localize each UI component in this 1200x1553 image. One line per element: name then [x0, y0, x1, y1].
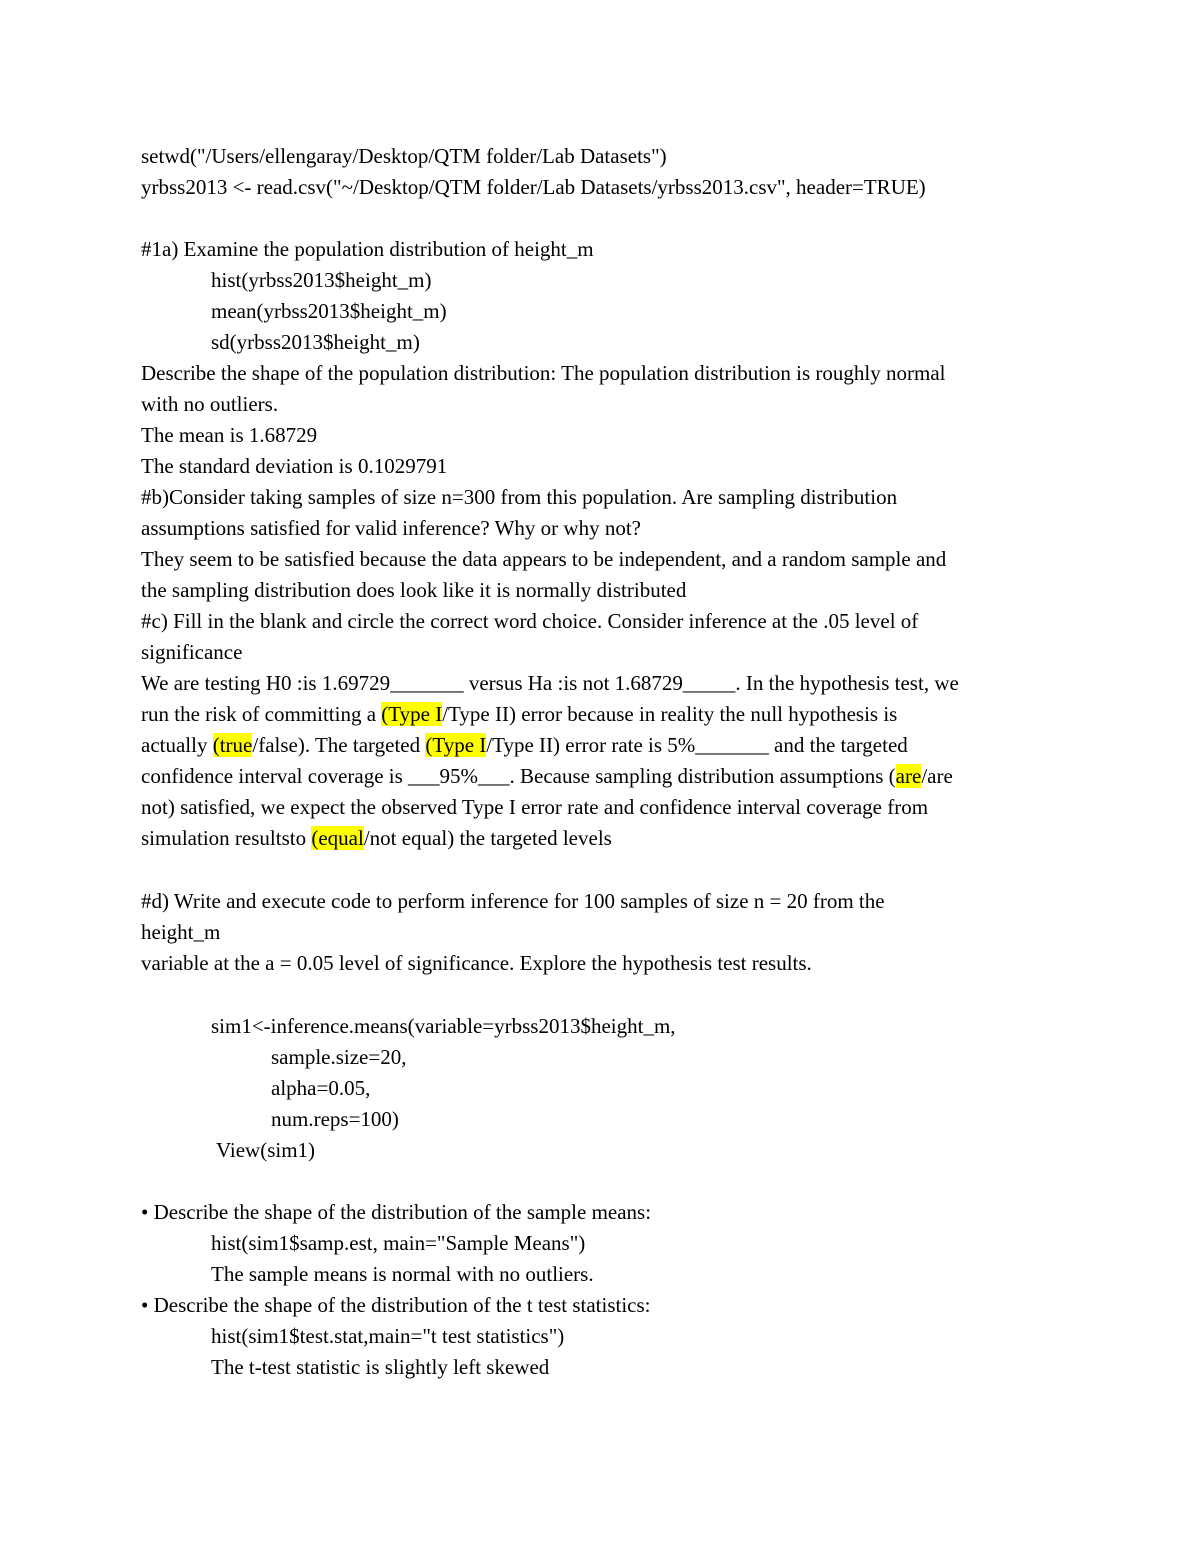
text-segment: simulation resultsto [141, 826, 312, 850]
bullet-t-statistics: • Describe the shape of the distribution of the t test statistics: [141, 1293, 651, 1317]
text-segment: /not equal) the targeted levels [363, 826, 612, 850]
bullet-sample-means: • Describe the shape of the distribution of the sample means: [141, 1200, 652, 1224]
targeted-error-line [141, 730, 908, 761]
text-segment: /Type II) error because in reality the null hypothesis is [442, 702, 898, 726]
observed-rate-line: not) satisfied, we expect the observed Type I error rate and confidence interval coverage from [141, 795, 929, 819]
highlight-equal: (equal [311, 826, 364, 850]
text-segment: /false). The targeted [252, 733, 426, 757]
num-reps-code-line: num.reps=100) [271, 1107, 399, 1131]
question-d-line-2: height_m [141, 920, 221, 944]
sd-code-line: sd(yrbss2013$height_m) [211, 330, 420, 354]
answer-b-line-1: They seem to be satisfied because the data appears to be independent, and a random sample and [141, 547, 947, 571]
question-b-line-1: #b)Consider taking samples of size n=300 from this population. Are sampling distribution [141, 485, 898, 509]
hist-code-line: hist(yrbss2013$height_m) [211, 268, 432, 292]
view-code-line: View(sim1) [216, 1138, 316, 1162]
text-segment: /Type II) error rate is 5%_______ and the targeted [486, 733, 908, 757]
question-1a-heading: #1a) Examine the population distribution of height_m [141, 237, 594, 261]
mean-answer: The mean is 1.68729 [141, 423, 318, 447]
text-segment: actually [141, 733, 213, 757]
mean-code-line: mean(yrbss2013$height_m) [211, 299, 447, 323]
question-c-line-1: #c) Fill in the blank and circle the correct word choice. Consider inference at the .05 level of [141, 609, 919, 633]
text-segment: run the risk of committing a [141, 702, 382, 726]
question-d-line-3: variable at the a = 0.05 level of significance. Explore the hypothesis test results. [141, 951, 812, 975]
sd-answer: The standard deviation is 0.1029791 [141, 454, 448, 478]
question-b-line-2: assumptions satisfied for valid inference? Why or why not? [141, 516, 641, 540]
shape-answer-line-2: with no outliers. [141, 392, 279, 416]
error-type-line [141, 699, 897, 730]
hypothesis-line: We are testing H0 :is 1.69729_______ versus Ha :is not 1.68729_____. In the hypothesis test, we [141, 671, 959, 695]
highlight-are: are [895, 764, 922, 788]
answer-b-line-2: the sampling distribution does look like it is normally distributed [141, 578, 687, 602]
alpha-code-line: alpha=0.05, [271, 1076, 371, 1100]
highlight-true: (true [212, 733, 253, 757]
text-segment: confidence interval coverage is ___95%___. Because sampling distribution assumptions ( [141, 764, 896, 788]
hist-t-statistics-code: hist(sim1$test.stat,main="t test statistics") [211, 1324, 565, 1348]
sim1-code-line: sim1<-inference.means(variable=yrbss2013$height_m, [211, 1014, 676, 1038]
simulation-line [141, 823, 612, 854]
t-statistics-answer: The t-test statistic is slightly left skewed [211, 1355, 550, 1379]
question-c-line-2: significance [141, 640, 243, 664]
highlight-type-i-2: (Type I [425, 733, 487, 757]
sample-means-answer: The sample means is normal with no outliers. [211, 1262, 594, 1286]
hist-sample-means-code: hist(sim1$samp.est, main="Sample Means") [211, 1231, 586, 1255]
text-segment: /are [921, 764, 953, 788]
read-csv-code-line: yrbss2013 <- read.csv("~/Desktop/QTM folder/Lab Datasets/yrbss2013.csv", header=TRUE) [141, 175, 926, 199]
setwd-code-line: setwd("/Users/ellengaray/Desktop/QTM folder/Lab Datasets") [141, 144, 667, 168]
coverage-line [141, 761, 953, 792]
highlight-type-i: (Type I [381, 702, 443, 726]
shape-answer-line-1: Describe the shape of the population distribution: The population distribution is roughly normal [141, 361, 946, 385]
question-d-line-1: #d) Write and execute code to perform inference for 100 samples of size n = 20 from the [141, 889, 885, 913]
sample-size-code-line: sample.size=20, [271, 1045, 407, 1069]
